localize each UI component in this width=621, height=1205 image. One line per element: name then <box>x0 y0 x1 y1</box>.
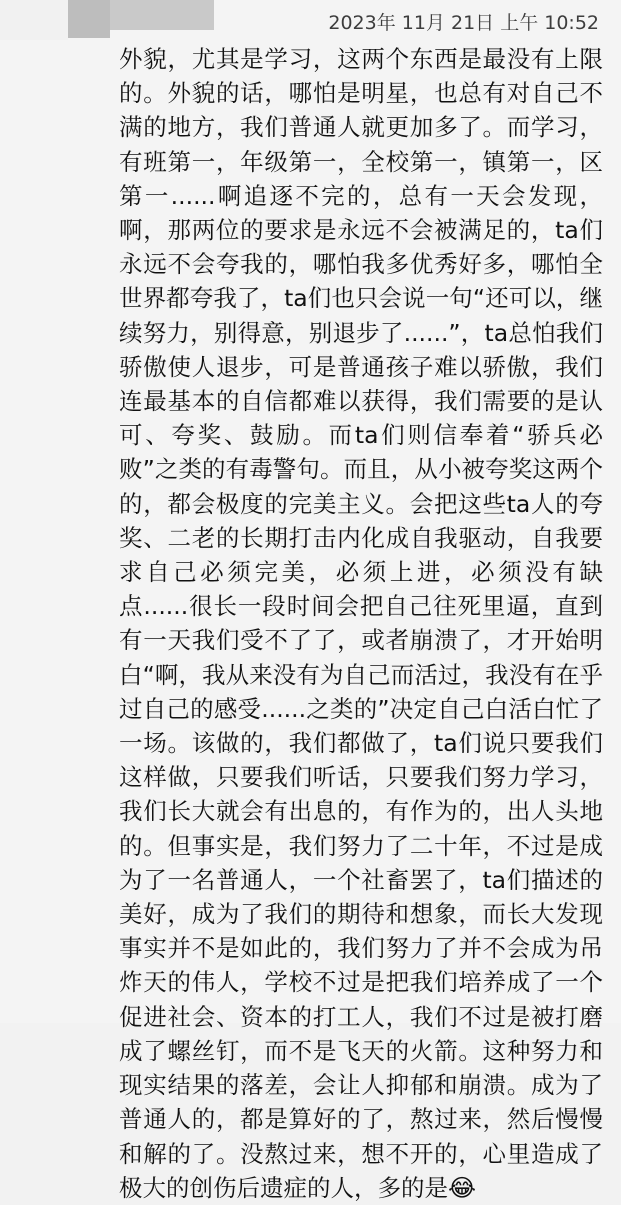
message-text-content: 外貌，尤其是学习，这两个东西是最没有上限的。外貌的话，哪怕是明星，也总有对自己不满的地方，我们普通人就更加多了。而学习，有班第一，年级第一，全校第一，镇第一，区第一......啊追逐不完的，总有一天会发现，啊，那两位的要求是永远不会被满足的，ta们永远不会夸我的，哪怕我多优秀好多，哪怕全世界都夸我了，ta们也只会说一句“还可以，继续努力，别得意，别退步了......”，ta总怕我们骄傲使人退步，可是普通孩子难以骄傲，我们连最基本的自信都难以获得，我们需要的是认可、夸奖、鼓励。而ta们则信奉着“骄兵必败”之类的有毒警句。而且，从小被夸奖这两个的，都会极度的完美主义。会把这些ta人的夸奖、二老的长期打击内化成自我驱动，自我要求自己必须完美，必须上进，必须没有缺点......很长一段时间会把自己往死里逼，直到有一天我们受不了了，或者崩溃了，才开始明白“啊，我从来没有为自己而活过，我没有在乎过自己的感受......之类的”决定自己白活白忙了一场。该做的，我们都做了，ta们说只要我们这样做，只要我们听话，只要我们努力学习，我们长大就会有出息的，有作为的，出人头地的。但事实是，我们努力了二十年，不过是成为了一名普通人，一个社畜罢了，ta们描述的美好，成为了我们的期待和想象，而长大发现事实并不是如此的，我们努力了并不会成为吊炸天的伟人，学校不过是把我们培养成了一个促进社会、资本的打工人，我们不过是被打磨成了螺丝钉，而不是飞天的火箭。这种努力和现实结果的落差，会让人抑郁和崩溃。成为了普通人的，都是算好的了，熬过来，然后慢慢和解的了。没熬过来，想不开的，心里造成了极大的创伤后遗症的人，多的是 <box>119 45 603 1202</box>
joy-emoji-icon: 😂 <box>448 1173 477 1202</box>
avatar[interactable] <box>68 0 110 38</box>
sender-name-redacted <box>110 0 214 30</box>
message-header <box>0 0 621 40</box>
message-timestamp: 2023年 11月 21日 上午 10:52 <box>328 12 599 34</box>
message-text <box>0 40 621 1205</box>
message-body <box>0 40 621 1202</box>
